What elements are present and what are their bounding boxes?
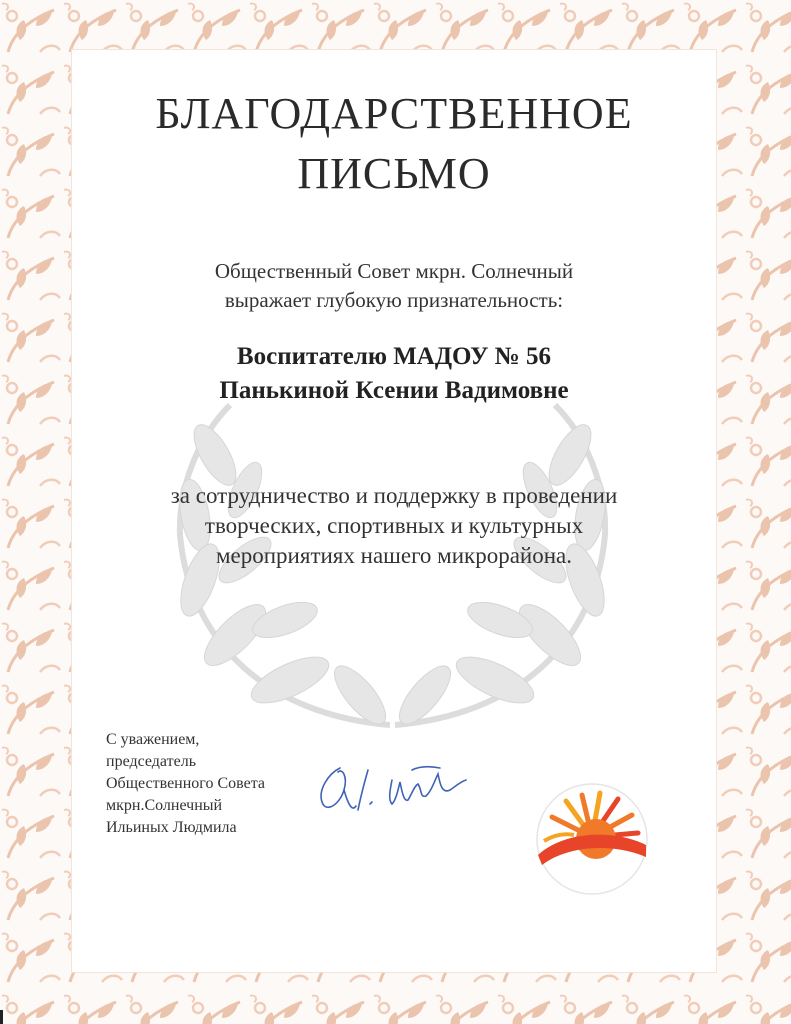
reason-text (72, 481, 716, 571)
organization-line-2: выражает глубокую признательность: (224, 288, 564, 312)
scan-edge-mark (0, 1010, 3, 1024)
reason-line-1: за сотрудничество и поддержку в проведении (170, 483, 618, 508)
recipient-line-2: Панькиной Ксении Вадимовне (219, 377, 569, 404)
recipient-line-1: Воспитателю МАДОУ № 56 (236, 343, 552, 370)
reason-line-3: мероприятиях нашего микрорайона. (215, 543, 573, 568)
signoff-block (106, 729, 265, 839)
organization-statement (72, 257, 716, 315)
reason-line-2: творческих, спортивных и культурных (204, 513, 584, 538)
signature-icon (310, 760, 470, 820)
signoff-line-3: Общественного Совета (106, 775, 265, 792)
signoff-line-5: Ильиных Людмила (106, 819, 237, 836)
recipient (72, 340, 716, 408)
organization-line-1: Общественный Совет мкрн. Солнечный (214, 259, 574, 283)
signoff-line-1: С уважением, (106, 731, 200, 748)
title-line-1: БЛАГОДАРСТВЕННОЕ (155, 89, 633, 138)
title-line-2: ПИСЬМО (297, 149, 491, 198)
signoff-line-4: мкрн.Солнечный (106, 797, 223, 814)
sun-logo-icon (534, 781, 650, 897)
signoff-line-2: председатель (106, 753, 196, 770)
